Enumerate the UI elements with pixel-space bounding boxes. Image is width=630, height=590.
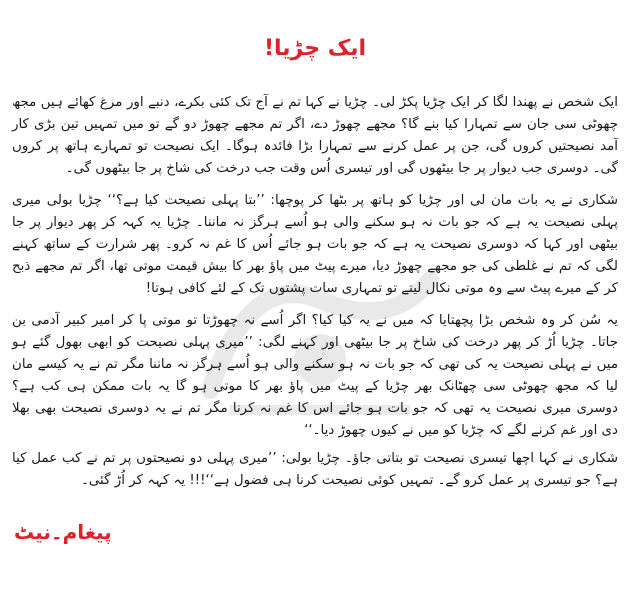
article-paragraph: یہ سُن کر وہ شخص بڑا پچھتایا کہ میں نے یہ کیا کیا؟ اگر اُسے نہ چھوڑتا تو موتی پا کر امیر کبیر آدمی بن جاتا۔ چڑیا اُڑ کر پھر درخت کی شاخ پر جا بیٹھی اور کہنے لگی: ’’میری پہلی نصیحت کو ابھی بھول گئے ہو میں نے پہلی نصیحت یہ کی تھی کہ جو بات نہ ہو سکنے والی ہو اُسے ہرگز نہ ماننا مگر تم نے یہ کیسے مان لیا کہ مجھ چھوٹی سی چھٹانک بھر چڑیا کے پیٹ میں پاؤ بھر کا موتی ہو گا یہ بات ممکن ہی کب ہے؟ دوسری میری نصیحت یہ تھی کہ جو بات ہو جائے اس کا غم نہ کرنا مگر تم نے یہ دوسری نصیحت بھی بھلا دی اور غم کرنے لگے کہ چڑیا کو میں نے کیوں چھوڑ دیا۔‘‘	[12, 313, 618, 438]
article-paragraph: شکاری نے یہ بات مان لی اور چڑیا کو ہاتھ پر بٹھا کر پوچھا: ’’بتا پہلی نصیحت کیا ہے؟‘‘ چڑیا بولی میری پہلی نصیحت یہ ہے کہ جو بات نہ ہو سکنے والی ہو اُسے ہرگز نہ ماننا۔ چڑیا یہ کہہ کر پھر دیوار پر جا بیٹھی اور کہا کہ دوسری نصیحت یہ ہے کہ جو بات ہو جائے اُس کا غم نہ کرو۔ پھر شرارت کے ساتھ کہنے لگی کہ تم نے غلطی کی جو مجھے چھوڑ دیا، میرے پیٹ میں پاؤ بھر کا بیش قیمت موتی تھا، اگر تم مجھے ذبح کر کے میرے پیٹ سے وہ موتی نکال لیتے تو تمہاری سات پشتوں تک کے لئے کافی ہوتا!	[12, 193, 618, 296]
footer-brand[interactable]: پیغام۔نیٹ	[14, 520, 112, 544]
article-paragraph: ایک شخص نے پھندا لگا کر ایک چڑیا پکڑ لی۔ چڑیا نے کہا تم نے آج تک کئی بکرے، دنبے اور مرغ کھائے ہیں مجھ چھوٹی سی جان سے تمہارا کیا بنے گا؟ مجھے چھوڑ دے، اگر تم مجھے چھوڑ دو گے تو میں تمہیں تین بڑی کار آمد نصیحتیں کروں گی، جن پر عمل کرنے سے تمہارا بڑا فائدہ ہوگا۔ ایک نصیحت تو تمہارے ہاتھ پر کروں گی۔ دوسری جب دیوار پر جا بیٹھوں گی اور تیسری اُس وقت جب درخت کی شاخ پر جا بیٹھوں گی۔	[12, 95, 618, 176]
article-body	[12, 92, 618, 502]
article-paragraph: شکاری نے کہا اچھا تیسری نصیحت تو بتاتی جاؤ۔ چڑیا بولی: ’’میری پہلی دو نصیحتوں پر تم نے کب عمل کیا ہے؟ جو تیسری پر عمل کرو گے۔ تمہیں کوئی نصیحت کرنا ہی فضول ہے‘‘!!! یہ کہہ کر اُڑ گئی۔	[12, 451, 618, 488]
article-title: ایک چڑیا!	[263, 36, 367, 61]
